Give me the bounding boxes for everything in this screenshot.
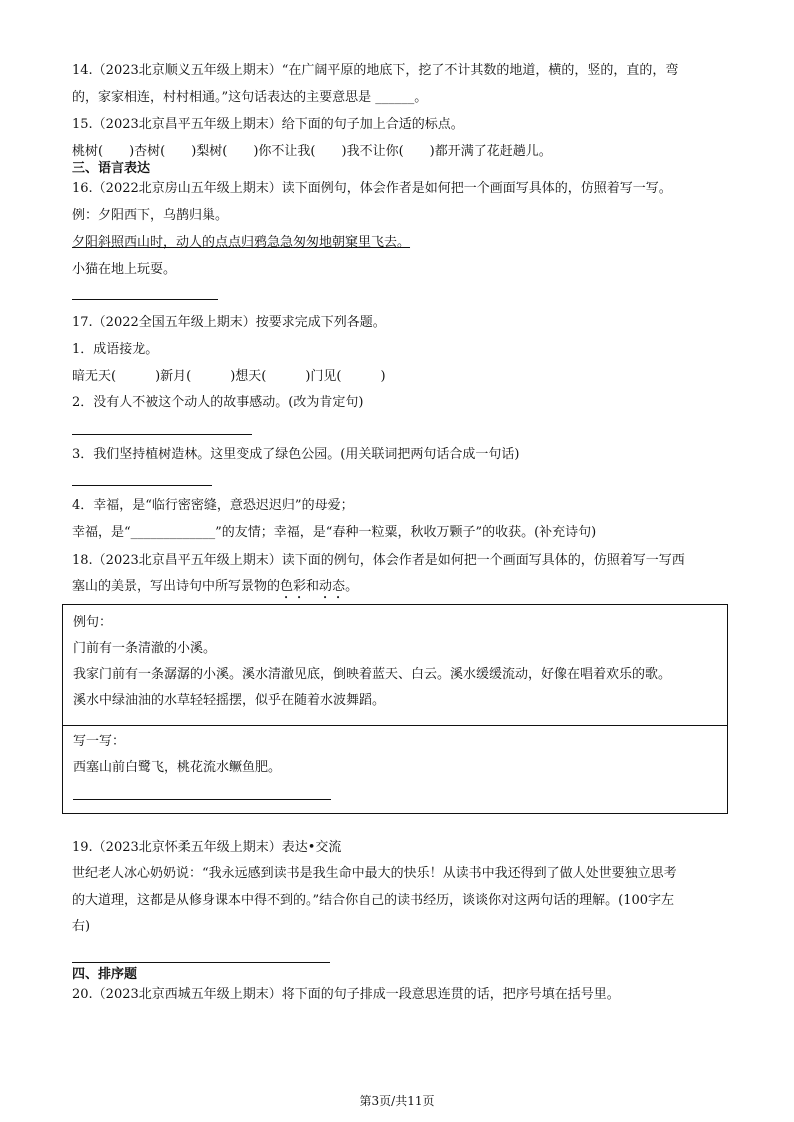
q16-example: 例：夕阳西下，乌鹊归巢。 — [72, 208, 229, 223]
q17-item2: 2．没有人不被这个动人的故事感动。(改为肯定句) — [72, 395, 364, 410]
section-heading-3: 三、语言表达 — [72, 161, 151, 176]
q19-answer-line[interactable] — [72, 962, 330, 963]
q15-line1: 15.（2023北京昌平五年级上期末）给下面的句子加上合适的标点。 — [72, 117, 464, 132]
q19-line1: 19.（2023北京怀柔五年级上期末）表达•交流 — [72, 840, 342, 855]
q18-example-box — [62, 604, 728, 726]
q18-write-sentence: 西塞山前白鹭飞，桃花流水鳜鱼肥。 — [73, 760, 282, 775]
page-number-footer: 第3页/共11页 — [359, 1094, 435, 1108]
q17-item3: 3．我们坚持植树造林。这里变成了绿色公园。(用关联词把两句话合成一句话) — [72, 447, 520, 462]
q16-line1: 16.（2022北京房山五年级上期末）读下面例句，体会作者是如何把一个画面写具体的，仿照着写一写。 — [72, 181, 672, 196]
q18-answer-line[interactable] — [73, 799, 331, 800]
q19-line2: 世纪老人冰心奶奶说：“我永远感到读书是我生命中最大的快乐！从读书中我还得到了做人处世要独立思考 — [72, 866, 677, 881]
section-heading-4: 四、排序题 — [72, 967, 138, 982]
q20-line1: 20.（2023北京西城五年级上期末）将下面的句子排成一段意思连贯的话，把序号填在括号里。 — [72, 987, 620, 1002]
q18-example-label: 例句： — [73, 615, 113, 630]
q17-item2-answer-line[interactable] — [72, 434, 252, 435]
q18-emphasis-color: 色彩 — [280, 579, 307, 594]
q14-line1: 14.（2023北京顺义五年级上期末）“在广阔平原的地底下，挖了不计其数的地道，横的，竖的，直的，弯 — [72, 63, 679, 78]
q16-example-detail: 夕阳斜照西山时，动人的点点归鸦急急匆匆地朝窠里飞去。 — [72, 235, 411, 250]
q14-line2: 的，家家相连，村村相通。”这句话表达的主要意思是 ______。 — [72, 90, 428, 105]
q18-example-sentence: 门前有一条清澈的小溪。 — [73, 641, 217, 656]
q18-emphasis-motion: 动态 — [319, 579, 346, 594]
q17-item4-line1: 4．幸福，是“临行密密缝，意恐迟迟归”的母爱； — [72, 498, 354, 513]
q19-line3: 的大道理，这都是从修身课本中得不到的。”结合你自己的读书经历，谈谈你对这两句话的理解。(100字左 — [72, 893, 675, 908]
q18-write-label: 写一写： — [73, 734, 126, 749]
q15-line2: 桃树( )杏树( )梨树( )你不让我( )我不让你( )都开满了花赶趟儿。 — [72, 144, 552, 159]
q17-item4-line2: 幸福，是“_____________”的友情；幸福，是“春种一粒粟，秋收万颗子”的收获。(补充诗句) — [72, 525, 597, 540]
q17-line1: 17.（2022全国五年级上期末）按要求完成下列各题。 — [72, 315, 386, 330]
q18-example-detail2: 溪水中绿油油的水草轻轻摇摆，似乎在随着水波舞蹈。 — [73, 693, 386, 708]
q17-item3-answer-line[interactable] — [72, 485, 212, 486]
q18-line2 — [72, 578, 358, 602]
q18-line2-pre: 塞山的美景，写出诗句中所写景物的 — [72, 579, 281, 594]
q18-write-box — [62, 725, 728, 814]
q19-line4: 右) — [72, 919, 91, 934]
q18-line1: 18.（2023北京昌平五年级上期末）读下面的例句，体会作者是如何把一个画面写具体的，仿照着写一写西 — [72, 553, 685, 568]
q18-line2-mid: 和 — [306, 579, 320, 594]
q17-item1: 1．成语接龙。 — [72, 342, 159, 357]
q16-answer-line[interactable] — [72, 299, 218, 300]
q17-item1-content: 暗无天( )新月( )想天( )门见( ) — [72, 369, 386, 384]
q18-example-detail1: 我家门前有一条潺潺的小溪。溪水清澈见底，倒映着蓝天、白云。溪水缓缓流动，好像在唱着欢乐的歌。 — [73, 667, 672, 682]
q18-line2-end: 。 — [345, 579, 359, 594]
q16-task: 小猫在地上玩耍。 — [72, 262, 177, 277]
